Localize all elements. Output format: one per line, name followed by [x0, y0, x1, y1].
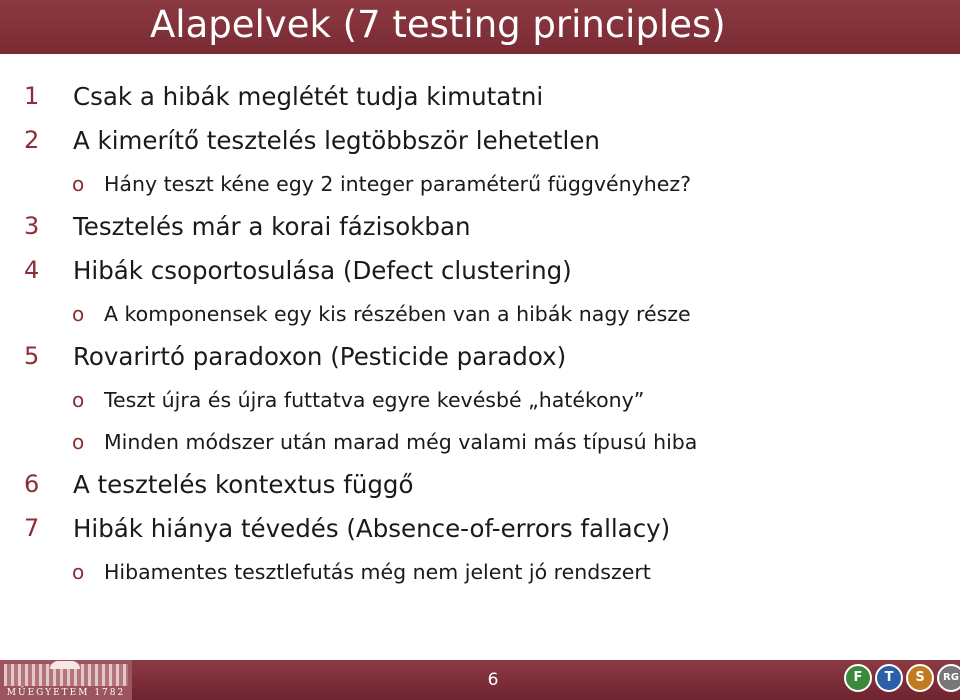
sub-list-item-text: Teszt újra és újra futtatva egyre kevésbé „hatékony” [104, 388, 645, 412]
bullet-icon: o [72, 172, 85, 196]
list-item-number: 2 [24, 126, 40, 154]
logo-t-icon: T [875, 664, 903, 692]
list-item-number: 4 [24, 256, 40, 284]
list-item-text: A tesztelés kontextus függő [73, 470, 414, 499]
list-item-text: Hibák hiánya tévedés (Absence-of-errors fallacy) [73, 514, 671, 543]
title-bar [0, 0, 960, 54]
university-text: MŰEGYETEM 1782 [6, 688, 126, 698]
building-roof-icon [50, 661, 80, 669]
sub-list-item-text: A komponensek egy kis részében van a hibák nagy része [104, 302, 691, 326]
list-item-text: Tesztelés már a korai fázisokban [73, 212, 471, 241]
slide-title: Alapelvek (7 testing principles) [150, 3, 726, 46]
footer-bar [0, 660, 960, 700]
list-item-number: 1 [24, 82, 40, 110]
list-item-number: 7 [24, 514, 40, 542]
sub-list-item-text: Hány teszt kéne egy 2 integer paraméterű függvényhez? [104, 172, 691, 196]
bullet-icon: o [72, 430, 85, 454]
list-item-number: 6 [24, 470, 40, 498]
logo-s-icon: S [906, 664, 934, 692]
list-item-text: Hibák csoportosulása (Defect clustering) [73, 256, 572, 285]
page-number: 6 [487, 670, 499, 690]
list-item-number: 3 [24, 212, 40, 240]
logo-rg-icon: RG [937, 664, 960, 692]
logo-f-icon: F [844, 664, 872, 692]
university-logo [0, 660, 132, 700]
list-item-text: A kimerítő tesztelés legtöbbször lehetetlen [73, 126, 600, 155]
list-item-number: 5 [24, 342, 40, 370]
list-item-text: Rovarirtó paradoxon (Pesticide paradox) [73, 342, 567, 371]
sub-list-item-text: Minden módszer után marad még valami más típusú hiba [104, 430, 698, 454]
bullet-icon: o [72, 388, 85, 412]
bullet-icon: o [72, 302, 85, 326]
list-item-text: Csak a hibák meglétét tudja kimutatni [73, 82, 544, 111]
bullet-icon: o [72, 560, 85, 584]
sub-list-item-text: Hibamentes tesztlefutás még nem jelent jó rendszert [104, 560, 651, 584]
